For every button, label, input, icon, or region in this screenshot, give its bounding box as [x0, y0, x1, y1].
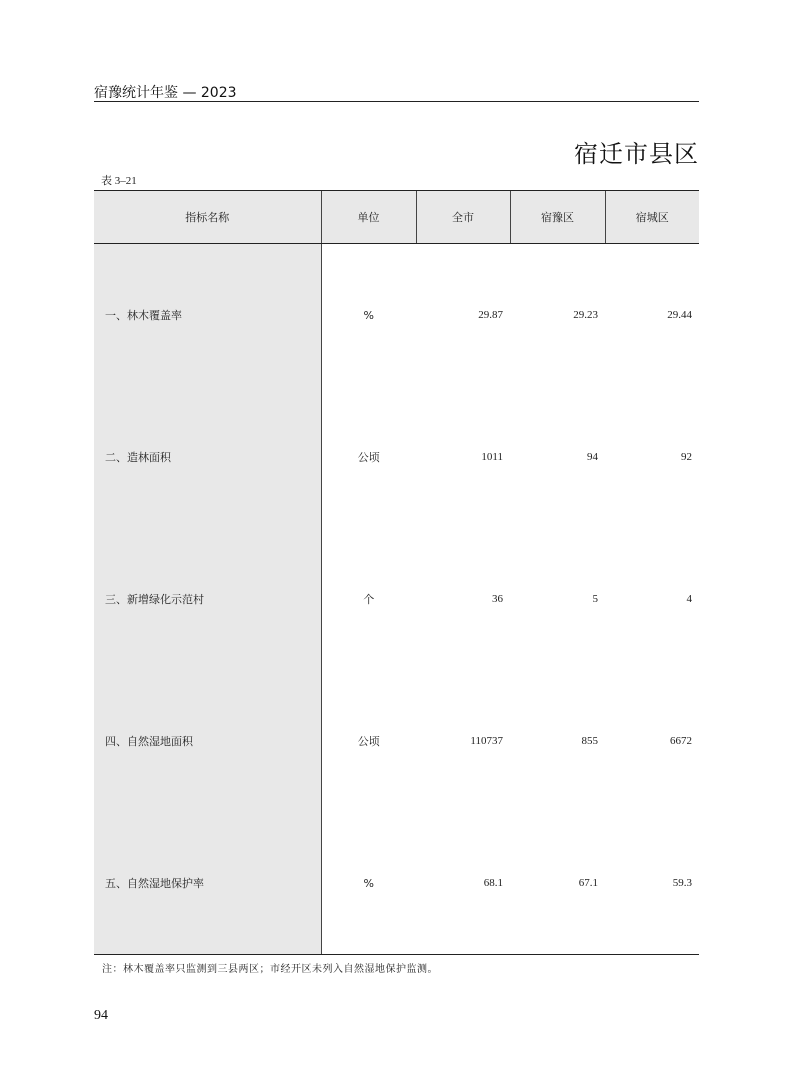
column-header-city: 全市 — [416, 191, 510, 244]
page-number: 94 — [94, 1008, 108, 1023]
table-row — [94, 812, 699, 955]
column-header-indicator: 指标名称 — [94, 191, 321, 244]
column-header-suyu: 宿豫区 — [510, 191, 605, 244]
row-value-sucheng: 92 — [681, 451, 692, 463]
table-row — [94, 386, 699, 528]
row-value-sucheng: 59.3 — [605, 812, 699, 955]
row-value-sucheng: 29.44 — [667, 309, 692, 321]
row-value-city: 68.1 — [416, 812, 510, 955]
table-row — [94, 528, 699, 670]
header-rule — [94, 101, 699, 102]
row-value-suyu: 29.23 — [573, 309, 598, 321]
table-number: 表 3–21 — [101, 175, 137, 187]
table-row — [94, 244, 699, 387]
column-header-unit: 单位 — [321, 191, 416, 244]
row-value-city: 110737 — [470, 735, 503, 747]
section-title: 宿迁市县区 — [574, 140, 699, 168]
row-value-city: 1011 — [481, 451, 503, 463]
row-value-suyu: 67.1 — [510, 812, 605, 955]
table-row — [94, 670, 699, 812]
row-unit: % — [363, 308, 374, 322]
row-indicator-name: 五、自然湿地保护率 — [94, 812, 321, 955]
row-indicator-name: 三、新增绿化示范村 — [94, 528, 321, 670]
row-value-city: 36 — [492, 593, 503, 605]
row-value-suyu: 855 — [581, 735, 598, 747]
row-value-city: 29.87 — [478, 309, 503, 321]
row-indicator-name: 四、自然湿地面积 — [94, 670, 321, 812]
row-value-suyu: 5 — [592, 593, 598, 605]
table-footnote: 注：林木覆盖率只监测到三县两区；市经开区未列入自然湿地保护监测。 — [102, 964, 438, 975]
row-value-sucheng: 6672 — [670, 735, 692, 747]
row-indicator-name: 一、林木覆盖率 — [94, 244, 321, 387]
row-unit: 公顷 — [357, 451, 380, 464]
row-unit: 个 — [363, 593, 375, 606]
row-indicator-name: 二、造林面积 — [94, 386, 321, 528]
statistics-table — [94, 190, 699, 955]
row-value-suyu: 94 — [587, 451, 598, 463]
row-unit: % — [321, 812, 416, 955]
running-header: 宿豫统计年鉴 — 2023 — [94, 85, 237, 101]
row-value-sucheng: 4 — [686, 593, 692, 605]
row-unit: 公顷 — [357, 735, 380, 748]
table-header-row — [94, 191, 699, 244]
column-header-sucheng: 宿城区 — [605, 191, 699, 244]
